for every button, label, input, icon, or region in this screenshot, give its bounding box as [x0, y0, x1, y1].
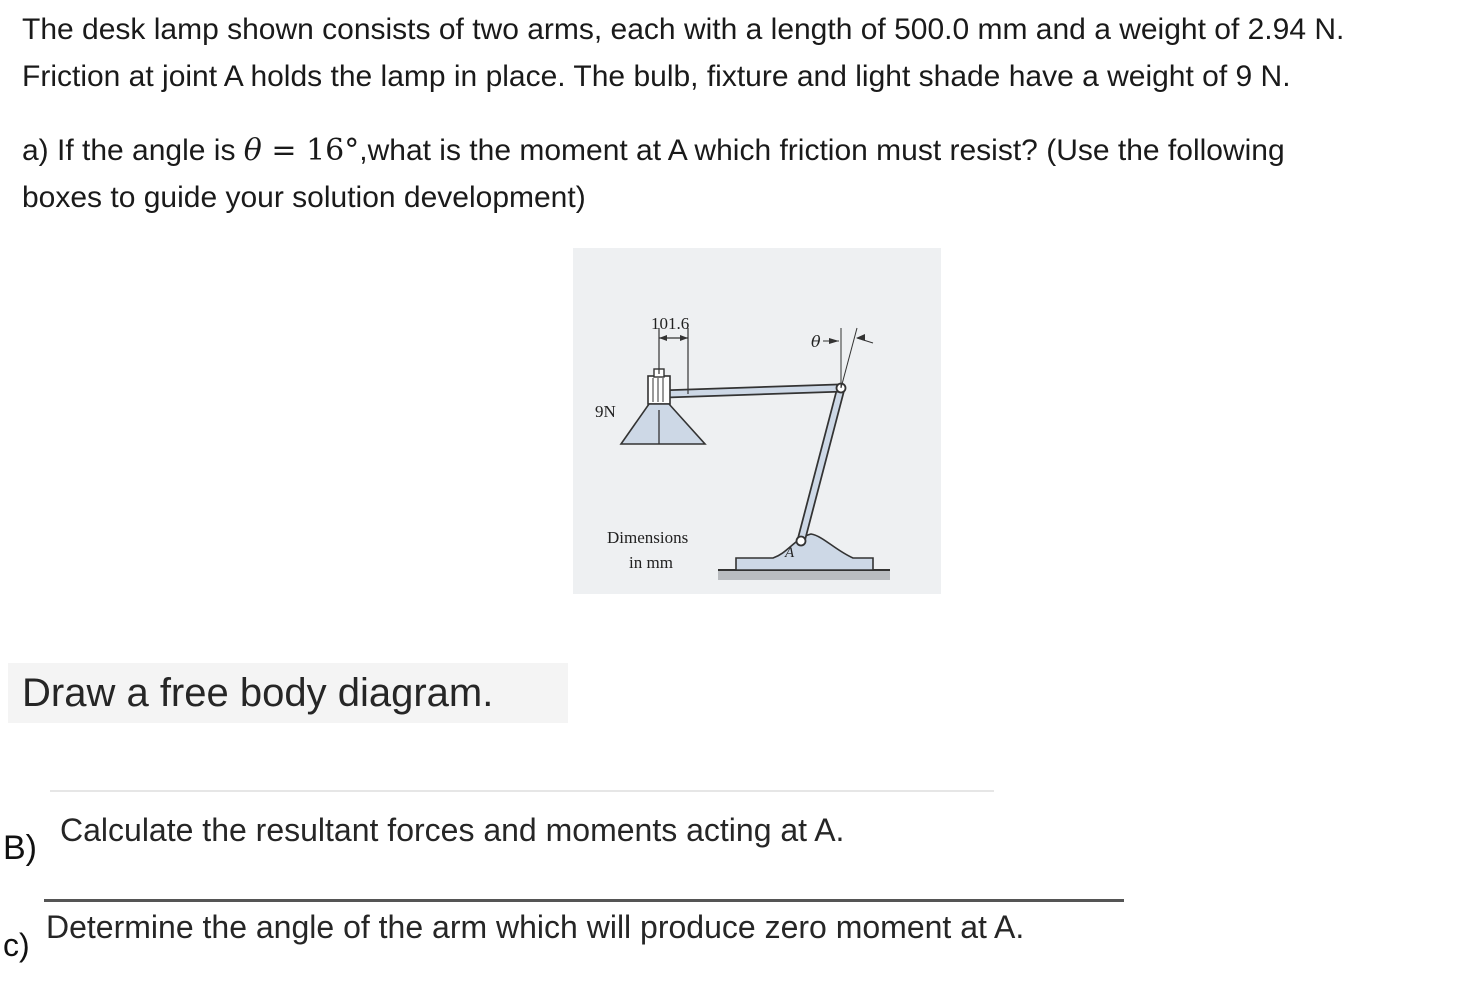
question-a-rest: ,what is the moment at A which friction must resist? (Use the following	[359, 134, 1285, 167]
question-a-line-2: boxes to guide your solution development)	[22, 181, 586, 214]
question-a-prefix: a) If the angle is	[22, 134, 244, 167]
lamp-fixture	[648, 376, 670, 404]
intro-line-1: The desk lamp shown consists of two arms, each with a length of 500.0 mm and a weight of 2.94 N.	[22, 13, 1345, 46]
question-a	[22, 127, 1467, 221]
dimensions-note-line-2: in mm	[629, 553, 673, 572]
lower-arm-fill	[801, 388, 841, 541]
section-c-label: c)	[3, 927, 30, 963]
lamp-shade	[621, 404, 705, 444]
angle-value: 16°	[306, 133, 360, 168]
theta-label: θ	[811, 332, 821, 351]
angle-equation	[244, 133, 359, 168]
dimension-arrow-left	[659, 335, 667, 341]
arm-extension-line	[841, 328, 857, 388]
ground-hatch	[718, 570, 890, 580]
intro-line-2: Friction at joint A holds the lamp in place. The bulb, fixture and light shade have a weight of 9 N.	[22, 60, 1291, 93]
weight-label: 9N	[595, 402, 616, 421]
problem-intro	[22, 6, 1467, 100]
joint-a-label: A	[785, 545, 795, 561]
theta-symbol: θ	[243, 133, 262, 168]
question-a-line-1	[22, 127, 1467, 174]
equals-sign: =	[261, 133, 307, 168]
section-c-text: Determine the angle of the arm which will produce zero moment at A.	[46, 909, 1025, 945]
dimension-label: 101.6	[651, 314, 690, 333]
dimension-arrow-right	[680, 335, 688, 341]
section-b-text: Calculate the resultant forces and moments acting at A.	[60, 812, 845, 848]
section-c-divider	[44, 899, 1124, 902]
section-b-label: B)	[3, 829, 37, 867]
joint-a	[797, 537, 806, 546]
section-b-divider	[50, 790, 994, 792]
dimensions-note-line-1: Dimensions	[607, 528, 689, 547]
desk-lamp-figure	[573, 248, 941, 594]
fbd-heading: Draw a free body diagram.	[8, 663, 568, 723]
